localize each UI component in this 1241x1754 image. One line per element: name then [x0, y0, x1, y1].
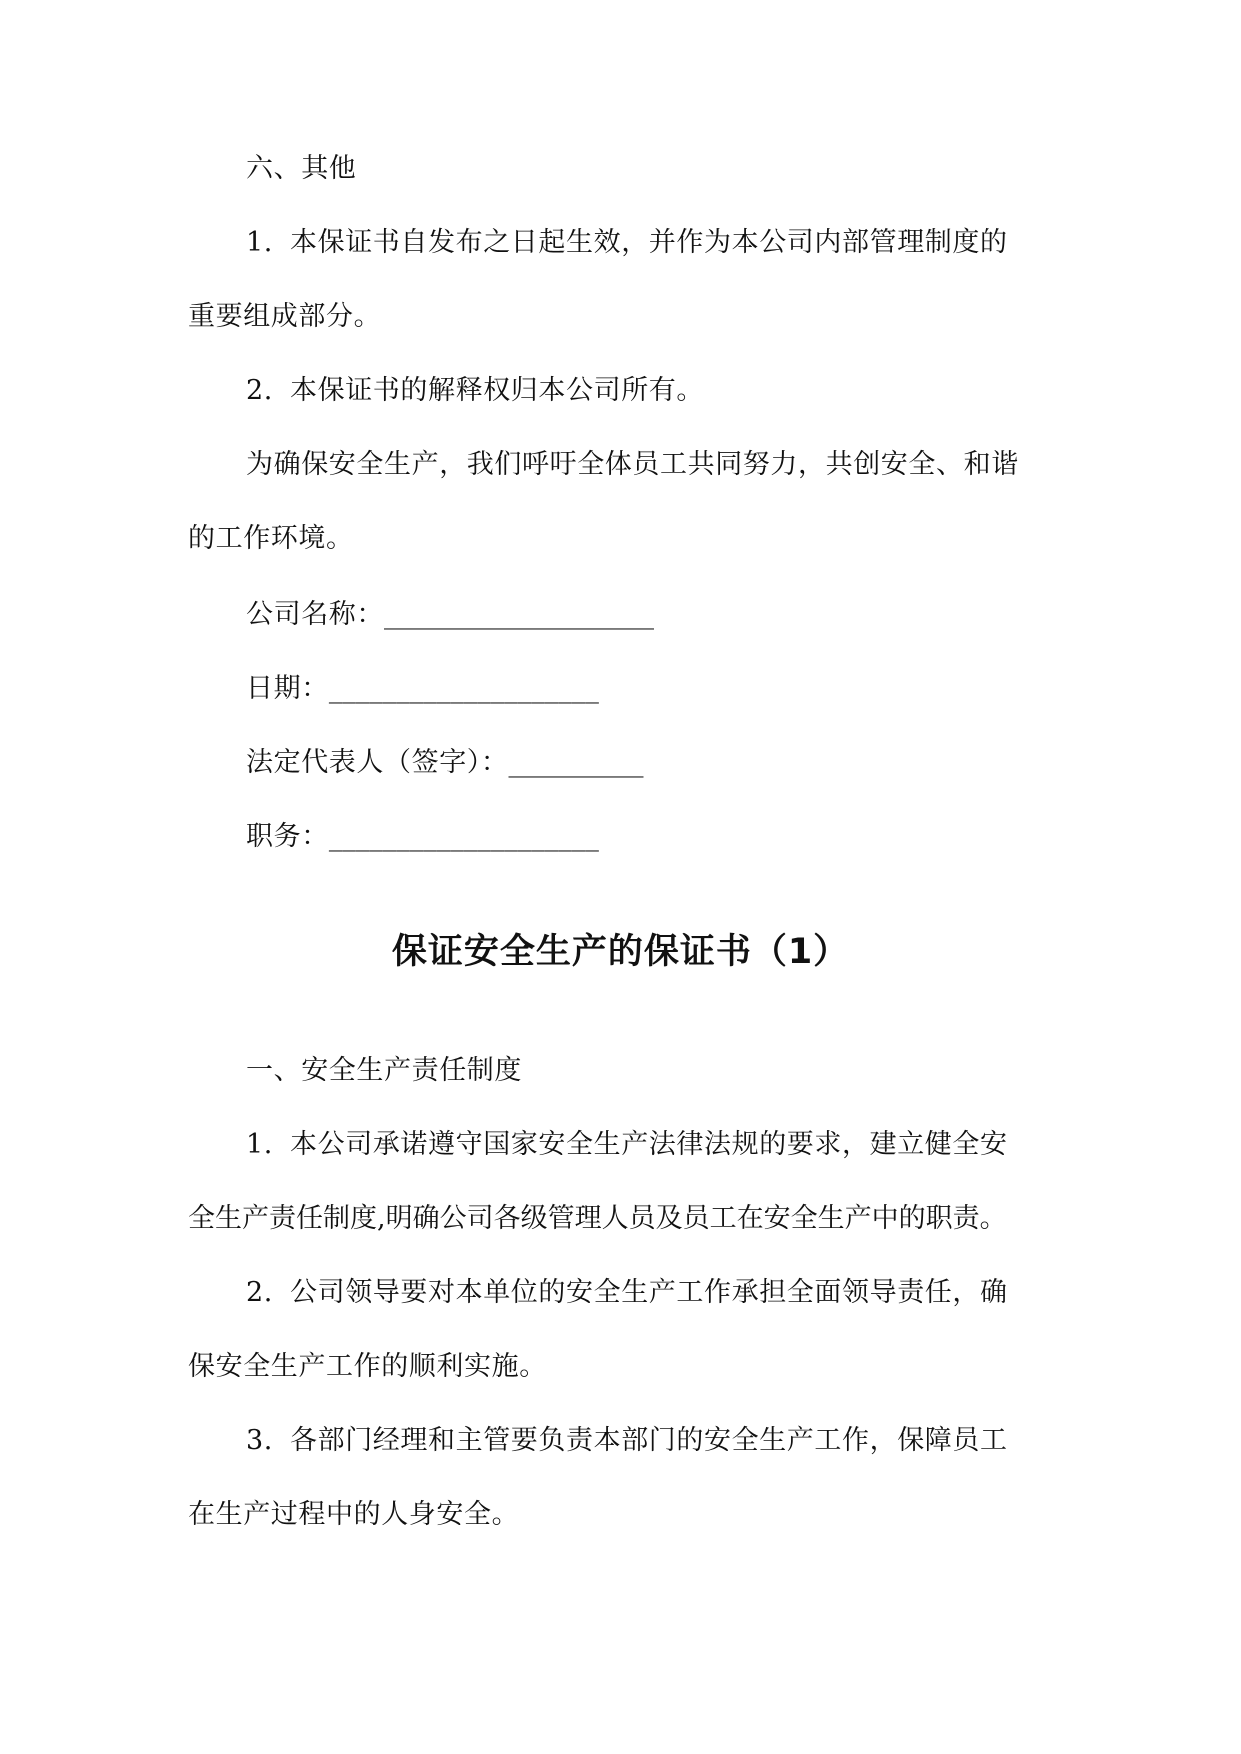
position-field [246, 819, 1116, 855]
date-field [246, 671, 1116, 707]
position-blank: ____________________ [328, 821, 599, 852]
section1-item3-text: 各部门经理和主管要负责本部门的安全生产工作，保障员工 [290, 1425, 1008, 1456]
closing-paragraph-continuation: 的工作环境。 [188, 523, 354, 554]
section1-item3-first-line [246, 1423, 1116, 1459]
section1-item2-first-line [246, 1275, 1116, 1311]
section1-item1-first-line [246, 1127, 1116, 1163]
section1-item3-continuation: 在生产过程中的人身安全。 [188, 1499, 520, 1530]
section6-item2-number: 2. [246, 375, 273, 406]
closing-paragraph-first-line: 为确保安全生产，我们呼吁全体员工共同努力，共创安全、和谐 [246, 449, 1019, 480]
company-name-field [246, 597, 1116, 633]
section6-item1-text: 本保证书自发布之日起生效，并作为本公司内部管理制度的 [290, 227, 1008, 258]
legal-representative-label: 法定代表人（签字）： [246, 747, 509, 778]
section1-item3-number: 3. [246, 1425, 273, 1456]
legal-representative-field [246, 745, 1116, 781]
section6-item1-continuation: 重要组成部分。 [188, 301, 382, 332]
legal-representative-blank: __________ [508, 747, 644, 778]
company-name-blank: ____________________ [384, 599, 654, 630]
section6-item1-first-line [246, 225, 1116, 261]
section1-item2-number: 2. [246, 1277, 273, 1308]
section6-heading: 六、其他 [246, 153, 357, 184]
date-label: 日期： [246, 673, 329, 704]
section1-item2-continuation: 保安全生产工作的顺利实施。 [188, 1351, 547, 1382]
section1-item1-text: 本公司承诺遵守国家安全生产法律法规的要求，建立健全安 [290, 1129, 1008, 1160]
section1-heading: 一、安全生产责任制度 [246, 1055, 522, 1086]
section6-item2-text: 本保证书的解释权归本公司所有。 [290, 375, 704, 406]
section1-item1-number: 1. [246, 1129, 273, 1160]
section1-item1-continuation: 全生产责任制度,明确公司各级管理人员及员工在安全生产中的职责。 [188, 1203, 1007, 1234]
section6-item1-number: 1. [246, 227, 273, 258]
company-name-label: 公司名称： [246, 599, 384, 630]
document-title: 保证安全生产的保证书（1） [391, 932, 850, 972]
section1-item2-text: 公司领导要对本单位的安全生产工作承担全面领导责任，确 [290, 1277, 1008, 1308]
date-blank: ____________________ [328, 673, 599, 704]
section6-item2 [246, 373, 1116, 409]
position-label: 职务： [246, 821, 329, 852]
